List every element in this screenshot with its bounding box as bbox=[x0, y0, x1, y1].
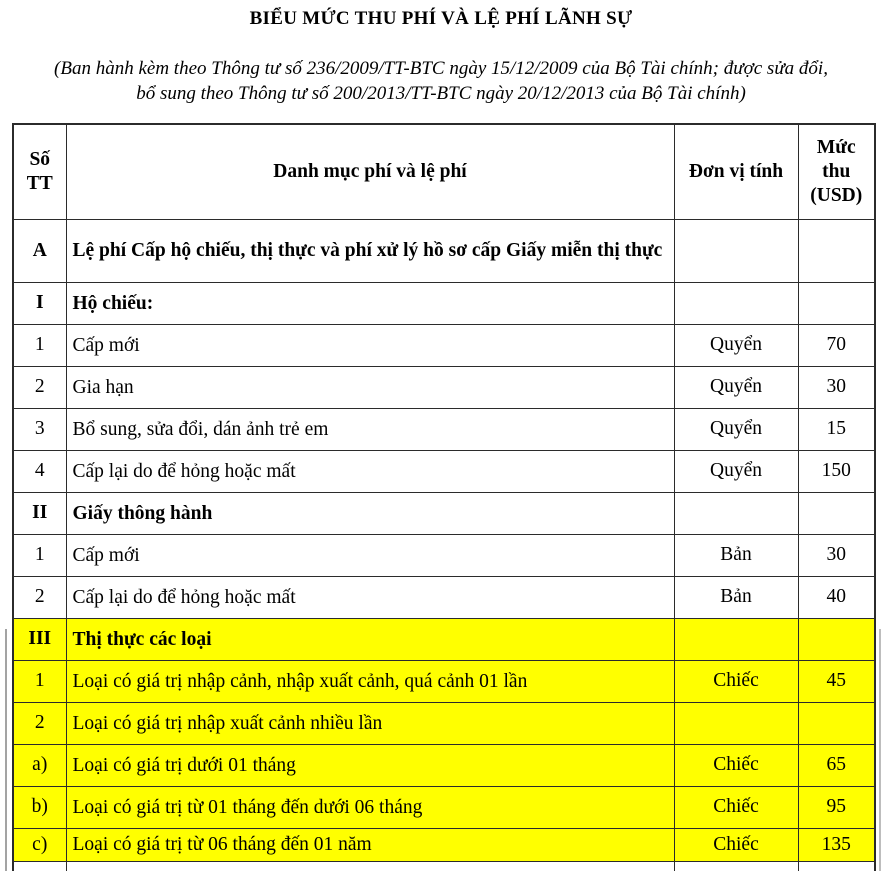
table-row bbox=[13, 786, 875, 828]
cell-number bbox=[13, 861, 66, 871]
table-row bbox=[13, 450, 875, 492]
fee-table-body bbox=[13, 219, 875, 871]
cell-fee: 30 bbox=[798, 534, 875, 576]
cell-name: Gia hạn bbox=[66, 366, 674, 408]
cell-fee: 45 bbox=[798, 660, 875, 702]
cell-number: II bbox=[13, 492, 66, 534]
cell-unit: Quyển bbox=[674, 324, 798, 366]
cell-name: Loại có giá trị nhập cảnh, nhập xuất cảnh, quá cảnh 01 lần bbox=[66, 660, 674, 702]
cell-number: 1 bbox=[13, 534, 66, 576]
cell-name: Cấp mới bbox=[66, 534, 674, 576]
cell-fee: 65 bbox=[798, 744, 875, 786]
cell-fee: 15 bbox=[798, 408, 875, 450]
cell-unit bbox=[674, 219, 798, 282]
cell-number: a) bbox=[13, 744, 66, 786]
cell-unit bbox=[674, 282, 798, 324]
header-row bbox=[13, 124, 875, 219]
cell-unit: Chiếc bbox=[674, 786, 798, 828]
table-row bbox=[13, 660, 875, 702]
cell-number: 3 bbox=[13, 408, 66, 450]
cell-unit: Chiếc bbox=[674, 828, 798, 861]
table-row bbox=[13, 534, 875, 576]
table-row bbox=[13, 861, 875, 871]
col-header-name: Danh mục phí và lệ phí bbox=[66, 124, 674, 219]
cell-unit: Chiếc bbox=[674, 660, 798, 702]
cell-number: 1 bbox=[13, 324, 66, 366]
table-row bbox=[13, 219, 875, 282]
document bbox=[0, 8, 882, 871]
cell-unit bbox=[674, 618, 798, 660]
table-row bbox=[13, 366, 875, 408]
cell-unit bbox=[674, 861, 798, 871]
cell-unit bbox=[674, 702, 798, 744]
cell-number: 2 bbox=[13, 576, 66, 618]
document-title: BIỂU MỨC THU PHÍ VÀ LỆ PHÍ LÃNH SỰ bbox=[249, 8, 633, 29]
cell-number: 2 bbox=[13, 702, 66, 744]
col-header-fee: Mức thu (USD) bbox=[798, 124, 875, 219]
cell-name: Cấp lại do để hỏng hoặc mất bbox=[66, 450, 674, 492]
table-row bbox=[13, 744, 875, 786]
table-row bbox=[13, 324, 875, 366]
cell-name: Cấp lại do để hỏng hoặc mất bbox=[66, 576, 674, 618]
cell-fee: 150 bbox=[798, 450, 875, 492]
fee-table bbox=[12, 123, 876, 871]
subtitle-line-1: (Ban hành kèm theo Thông tư số 236/2009/TT-BTC ngày 15/12/2009 của Bộ Tài chính; được sửa đổi, bbox=[54, 58, 828, 79]
cell-number: A bbox=[13, 219, 66, 282]
table-row bbox=[13, 492, 875, 534]
cell-fee bbox=[798, 618, 875, 660]
cell-fee: 135 bbox=[798, 828, 875, 861]
table-row bbox=[13, 618, 875, 660]
cell-fee bbox=[798, 282, 875, 324]
cell-number: 4 bbox=[13, 450, 66, 492]
cell-number: b) bbox=[13, 786, 66, 828]
table-row bbox=[13, 408, 875, 450]
cell-fee: 95 bbox=[798, 786, 875, 828]
cell-unit: Quyển bbox=[674, 366, 798, 408]
cell-fee: 40 bbox=[798, 576, 875, 618]
table-row bbox=[13, 576, 875, 618]
cell-number: I bbox=[13, 282, 66, 324]
cell-fee bbox=[798, 702, 875, 744]
cell-number: 2 bbox=[13, 366, 66, 408]
cell-fee: 30 bbox=[798, 366, 875, 408]
document-subtitle bbox=[0, 56, 882, 106]
cell-name: Thị thực các loại bbox=[66, 618, 674, 660]
col-header-number: Số TT bbox=[13, 124, 66, 219]
cell-name: Bổ sung, sửa đổi, dán ảnh trẻ em bbox=[66, 408, 674, 450]
cell-name: Loại có giá trị nhập xuất cảnh nhiều lần bbox=[66, 702, 674, 744]
subtitle-line-2: bổ sung theo Thông tư số 200/2013/TT-BTC ngày 20/12/2013 của Bộ Tài chính) bbox=[136, 83, 746, 104]
cell-name: Lệ phí Cấp hộ chiếu, thị thực và phí xử lý hồ sơ cấp Giấy miễn thị thực bbox=[66, 219, 674, 282]
cell-name: Hộ chiếu: bbox=[66, 282, 674, 324]
cell-unit: Chiếc bbox=[674, 744, 798, 786]
cell-unit: Quyển bbox=[674, 408, 798, 450]
cell-number: 1 bbox=[13, 660, 66, 702]
cell-unit bbox=[674, 492, 798, 534]
cell-number: III bbox=[13, 618, 66, 660]
cell-name: Loại có giá trị từ 06 tháng đến 01 năm bbox=[66, 828, 674, 861]
cell-name: Loại có giá trị dưới 01 tháng bbox=[66, 744, 674, 786]
cell-unit: Quyển bbox=[674, 450, 798, 492]
cell-unit: Bản bbox=[674, 534, 798, 576]
col-header-unit: Đơn vị tính bbox=[674, 124, 798, 219]
cell-unit: Bản bbox=[674, 576, 798, 618]
cell-name: Giấy thông hành bbox=[66, 492, 674, 534]
cell-fee: 70 bbox=[798, 324, 875, 366]
table-row bbox=[13, 282, 875, 324]
cell-fee bbox=[798, 219, 875, 282]
table-row bbox=[13, 828, 875, 861]
cell-fee bbox=[798, 492, 875, 534]
cell-number: c) bbox=[13, 828, 66, 861]
cell-name: Cấp mới bbox=[66, 324, 674, 366]
cell-name bbox=[66, 861, 674, 871]
cell-fee bbox=[798, 861, 875, 871]
fee-table-header bbox=[13, 124, 875, 219]
table-row bbox=[13, 702, 875, 744]
cell-name: Loại có giá trị từ 01 tháng đến dưới 06 tháng bbox=[66, 786, 674, 828]
